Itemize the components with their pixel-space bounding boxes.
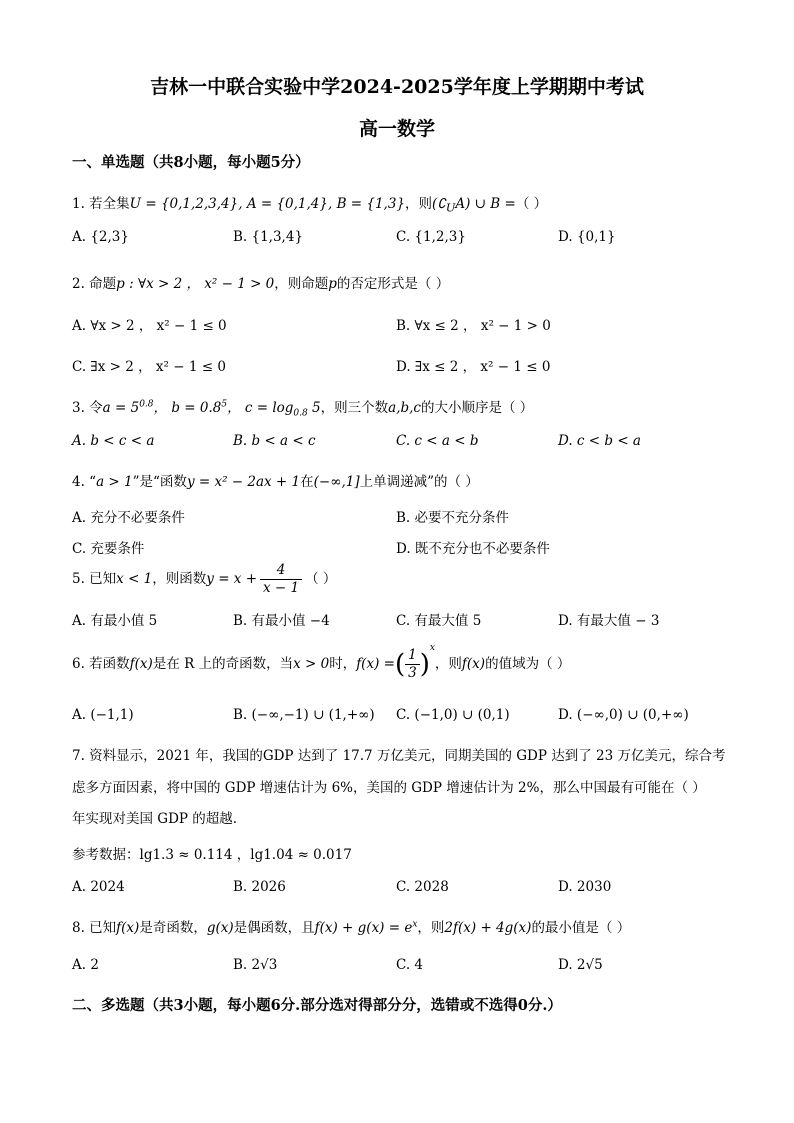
- q3-prefix: 3. 令: [72, 400, 103, 416]
- q2-option-c[interactable]: C. ∃x > 2 ， x² − 1 ≤ 0: [72, 359, 226, 375]
- q4-option-b[interactable]: B. 必要不充分条件: [396, 510, 510, 526]
- q6-math: f(x): [129, 656, 153, 672]
- q3-math: a = 5: [102, 400, 140, 416]
- q6-option-b[interactable]: B. (−∞,−1) ∪ (1,+∞): [233, 707, 375, 723]
- q4-option-a[interactable]: A. 充分不必要条件: [72, 510, 185, 526]
- q6-math2: x > 0: [293, 656, 330, 672]
- section-multiple-choice: 二、多选题（共3小题，每小题6分.部分选对得部分分，选错或不选得0分.）: [72, 997, 562, 1014]
- q2-prefix: 2. 命题: [72, 276, 117, 292]
- question-7-line-2: 虑多方面因素，将中国的 GDP 增速估计为 6%，美国的 GDP 增速估计为 2%，那么中国最有可能在（ ）: [72, 780, 706, 796]
- q6-mid2: 时，: [329, 656, 357, 672]
- q4-option-c[interactable]: C. 充要条件: [72, 541, 145, 557]
- q1-option-c[interactable]: C. {1,2,3}: [396, 229, 466, 245]
- question-3: [72, 396, 533, 419]
- q3-option-b[interactable]: B. b < a < c: [233, 433, 316, 449]
- q2-math: p : ∀x > 2 ， x² − 1 > 0: [116, 276, 275, 292]
- q6-option-a[interactable]: A. (−1,1): [72, 707, 134, 723]
- question-5: [72, 562, 336, 597]
- q5-prefix: 5. 已知: [72, 571, 117, 587]
- q8-option-d[interactable]: D. 2√5: [558, 957, 603, 973]
- q4-math: a > 1: [96, 474, 133, 490]
- q4-mid2: 在: [300, 474, 314, 490]
- q8-option-b[interactable]: B. 2√3: [233, 957, 278, 973]
- q6-sup: x: [429, 643, 435, 653]
- q5-option-c[interactable]: C. 有最大值 5: [396, 613, 482, 629]
- q8-option-a[interactable]: A. 2: [72, 957, 99, 973]
- q1-sub: U: [445, 201, 456, 215]
- q6-option-c[interactable]: C. (−1,0) ∪ (0,1): [396, 707, 510, 723]
- q4-math3: (−∞,1]: [313, 474, 360, 490]
- q6-denominator: 3: [408, 665, 417, 681]
- q1-option-d[interactable]: D. {0,1}: [558, 229, 616, 245]
- q5-suffix: （ ）: [305, 571, 337, 587]
- q6-fraction: [405, 647, 420, 682]
- q3-option-c[interactable]: C. c < a < b: [396, 433, 479, 449]
- q2-option-b[interactable]: B. ∀x ≤ 2 ， x² − 1 > 0: [396, 318, 551, 334]
- question-7-line-1: 7. 资料显示，2021 年，我国的GDP 达到了 17.7 万亿美元，同期美国的 GDP 达到了 23 万亿美元，综合考: [72, 748, 726, 764]
- q1-mid: ，则: [405, 196, 433, 212]
- q3-sub: 0.8: [293, 408, 308, 419]
- exam-title: 吉林一中联合实验中学2024-2025学年度上学期期中考试: [150, 76, 644, 98]
- q5-math: x < 1: [116, 571, 153, 587]
- q8-mid: 是奇函数，: [139, 920, 207, 936]
- q8-sup: x: [412, 919, 418, 930]
- q5-denominator: x − 1: [263, 580, 300, 596]
- question-6: [72, 643, 570, 682]
- q4-prefix: 4. “: [72, 474, 97, 490]
- q7-option-c[interactable]: C. 2028: [396, 879, 449, 895]
- q3-math4: 5: [307, 400, 321, 416]
- q3-sup: 0.8: [139, 399, 154, 410]
- q8-math2: g(x): [206, 920, 234, 936]
- q2-option-a[interactable]: A. ∀x > 2 ， x² − 1 ≤ 0: [72, 318, 227, 334]
- q6-mid: 是在 R 上的奇函数，当: [152, 656, 294, 672]
- q5-fraction: [260, 562, 302, 597]
- q8-prefix: 8. 已知: [72, 920, 117, 936]
- q3-mid: ，则三个数: [320, 400, 389, 416]
- question-4: [72, 470, 479, 490]
- q1-math: U = {0,1,2,3,4}, A = {0,1,4}, B = {1,3}: [129, 196, 406, 212]
- q8-mid2: 是偶函数，且: [233, 920, 315, 936]
- q4-option-d[interactable]: D. 既不充分也不必要条件: [396, 541, 550, 557]
- q5-math2: y = x +: [206, 571, 258, 587]
- q8-math: f(x): [116, 920, 140, 936]
- q5-mid: ，则函数: [152, 571, 207, 587]
- q6-prefix: 6. 若函数: [72, 656, 130, 672]
- q8-suffix: 的最小值是（ ）: [531, 920, 631, 936]
- q3-math3: ， c = log: [227, 400, 294, 416]
- q2-option-d[interactable]: D. ∃x ≤ 2 ， x² − 1 ≤ 0: [396, 359, 551, 375]
- q8-option-c[interactable]: C. 4: [396, 957, 424, 973]
- exam-subtitle: 高一数学: [358, 118, 435, 140]
- q6-suffix: 的值域为（ ）: [485, 656, 571, 672]
- q1-math3: A) ∪ B =: [455, 196, 516, 212]
- q4-mid: ”是“函数: [132, 474, 187, 490]
- question-2: [72, 272, 449, 292]
- q8-mid3: ，则: [417, 920, 445, 936]
- q8-math4: 2f(x) + 4g(x): [444, 920, 532, 936]
- q6-right-paren: ): [419, 649, 430, 680]
- q2-suffix: 的否定形式是（ ）: [336, 276, 450, 292]
- question-1: [72, 192, 547, 215]
- question-7-reference: 参考数据：lg1.3 ≈ 0.114 ，lg1.04 ≈ 0.017: [72, 847, 352, 863]
- q5-option-a[interactable]: A. 有最小值 5: [72, 613, 158, 629]
- q3-suffix: 的大小顺序是（ ）: [420, 400, 534, 416]
- q1-math2: (∁: [432, 196, 446, 212]
- q1-prefix: 1. 若全集: [72, 196, 130, 212]
- q6-math4: f(x): [461, 656, 486, 672]
- q3-option-a[interactable]: A. b < c < a: [72, 433, 155, 449]
- q2-math2: p: [328, 276, 337, 292]
- q7-option-a[interactable]: A. 2024: [72, 879, 125, 895]
- q3-option-d[interactable]: D. c < b < a: [558, 433, 641, 449]
- q6-mid3: ，则: [434, 656, 462, 672]
- q3-sup2: 5: [221, 399, 228, 410]
- q6-left-paren: (: [394, 649, 406, 680]
- q3-math2: ， b = 0.8: [153, 400, 222, 416]
- section-single-choice: 一、单选题（共8小题，每小题5分）: [72, 154, 310, 171]
- q4-suffix: 上单调递减”的（ ）: [359, 474, 479, 490]
- q6-math3: f(x) =: [356, 656, 395, 672]
- q5-option-b[interactable]: B. 有最小值 −4: [233, 613, 330, 629]
- q5-numerator: 4: [260, 562, 302, 580]
- q3-math5: a,b,c: [388, 400, 421, 416]
- q7-option-d[interactable]: D. 2030: [558, 879, 612, 895]
- q5-option-d[interactable]: D. 有最大值 − 3: [558, 613, 660, 629]
- q2-mid: ，则命题: [274, 276, 329, 292]
- q1-option-b[interactable]: B. {1,3,4}: [233, 229, 304, 245]
- q6-option-d[interactable]: D. (−∞,0) ∪ (0,+∞): [558, 707, 689, 723]
- question-7-line-3: 年实现对美国 GDP 的超越.: [72, 811, 238, 827]
- q1-blank: （ ）: [515, 196, 548, 212]
- q1-option-a[interactable]: A. {2,3}: [72, 229, 129, 245]
- q8-math3: f(x) + g(x) = e: [314, 920, 413, 936]
- q4-math2: y = x² − 2ax + 1: [186, 474, 301, 490]
- q7-option-b[interactable]: B. 2026: [233, 879, 286, 895]
- q6-numerator: 1: [405, 647, 420, 665]
- question-8: [72, 916, 630, 936]
